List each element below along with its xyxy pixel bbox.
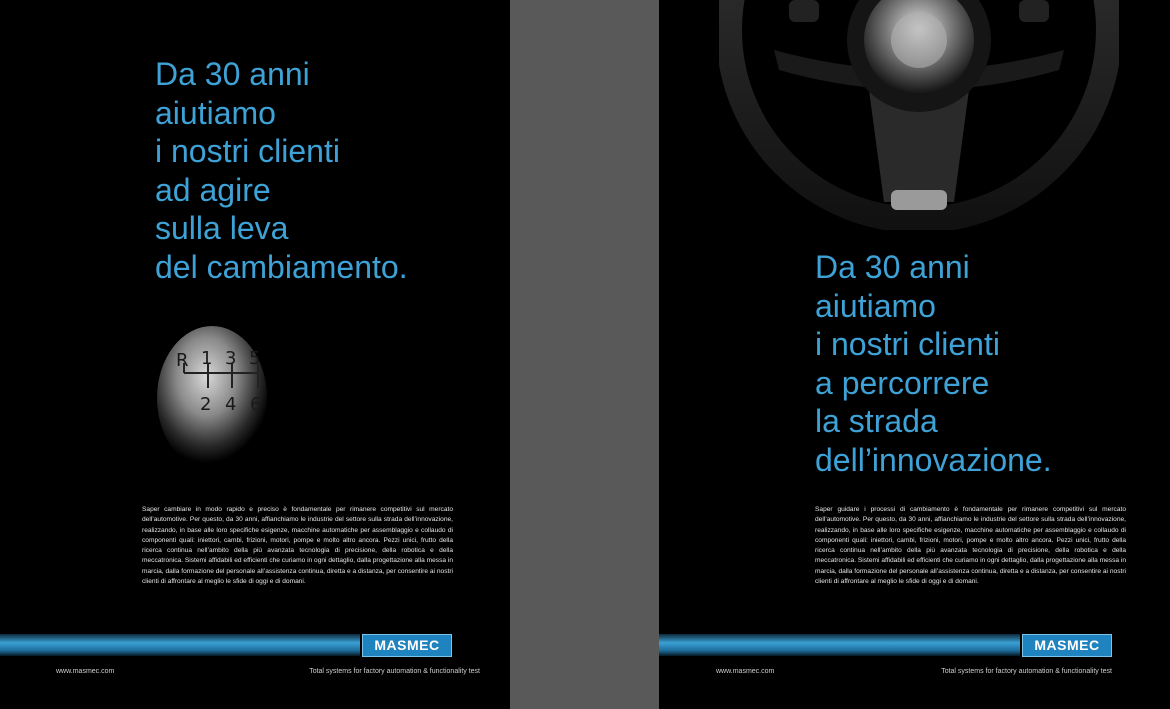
gear-label: 2 — [200, 394, 212, 415]
headline-line: aiutiamo — [815, 287, 936, 324]
page-gutter — [510, 0, 659, 709]
gear-label: 1 — [201, 348, 213, 369]
left-body-text: Saper cambiare in modo rapido e preciso è fondamentale per rimanere competitivi sul mercato dell’automotive. Per questo, da 30 anni, affianchiamo le industrie del settore sulla strada dell’innovazione, realizzando, in base alle loro specifiche esigenze, macchine automatiche per assemblaggio e collaudo di componenti quali: iniettori, cambi, frizioni, motori, pompe e molto altro ancora. Pezzi unici, frutto della ricerca continua nell’ambito della più avanzata tecnologia di precisione, della robotica e della meccatronica. Sistemi affidabili ed efficienti che curiamo in ogni dettaglio, dalla progettazione alla messa in marcia, dalla formazione del personale all’assistenza continua, diretta e a distanza, per consentire ai nostri clienti di affrontare al meglio le sfide di oggi e di domani. — [142, 506, 453, 586]
right-body-text: Saper guidare i processi di cambiamento è fondamentale per rimanere competitivi sul mercato dell’automotive. Per questo, da 30 anni, affianchiamo le industrie del settore sulla strada dell’innovazione, realizzando, in base alle loro specifiche esigenze, macchine automatiche per assemblaggio e collaudo di componenti quali: iniettori, cambi, frizioni, motori, pompe e molto altro ancora. Pezzi unici, frutto della ricerca continua nell’ambito della più avanzata tecnologia di precisione, della robotica e della meccatronica. Sistemi affidabili ed efficienti che curiamo in ogni dettaglio, dalla progettazione alla messa in marcia, dalla formazione del personale all’assistenza continua, diretta e a distanza, per consentire ai nostri clienti di affrontare al meglio le sfide di oggi e di domani. — [815, 506, 1126, 586]
tagline: Total systems for factory automation & functionality test — [941, 668, 1112, 675]
right-page — [659, 0, 1170, 709]
tagline: Total systems for factory automation & functionality test — [309, 668, 480, 675]
masmec-logo: MASMEC — [362, 634, 452, 657]
website-url: www.masmec.com — [716, 668, 775, 675]
steering-wheel-icon — [719, 0, 1119, 230]
headline-line: aiutiamo — [155, 94, 276, 131]
left-page — [0, 0, 510, 709]
headline-line: del cambiamento. — [155, 248, 408, 285]
gear-label: 3 — [225, 348, 237, 369]
gear-label: 6 — [250, 394, 262, 415]
masmec-logo: MASMEC — [1022, 634, 1112, 657]
headline-line: Da 30 anni — [155, 56, 310, 92]
headline-line: a percorrere — [815, 364, 990, 401]
headline-line: ad agire — [155, 171, 271, 208]
left-headline — [155, 55, 408, 286]
footer-stripe — [659, 634, 1020, 656]
website-url: www.masmec.com — [56, 668, 115, 675]
headline-line: Da 30 anni — [815, 249, 970, 285]
gear-shift-knob-icon — [150, 320, 270, 470]
right-headline — [815, 248, 1052, 479]
headline-line: la strada — [815, 403, 938, 439]
headline-line: sulla leva — [155, 210, 289, 246]
gear-label: 4 — [225, 394, 237, 415]
headline-line: i nostri clienti — [815, 326, 1000, 362]
headline-line: dell’innovazione. — [815, 441, 1052, 478]
headline-line: i nostri clienti — [155, 133, 340, 169]
gear-label: 5 — [249, 348, 261, 369]
footer-stripe — [0, 634, 360, 656]
gear-label: R — [176, 350, 189, 371]
